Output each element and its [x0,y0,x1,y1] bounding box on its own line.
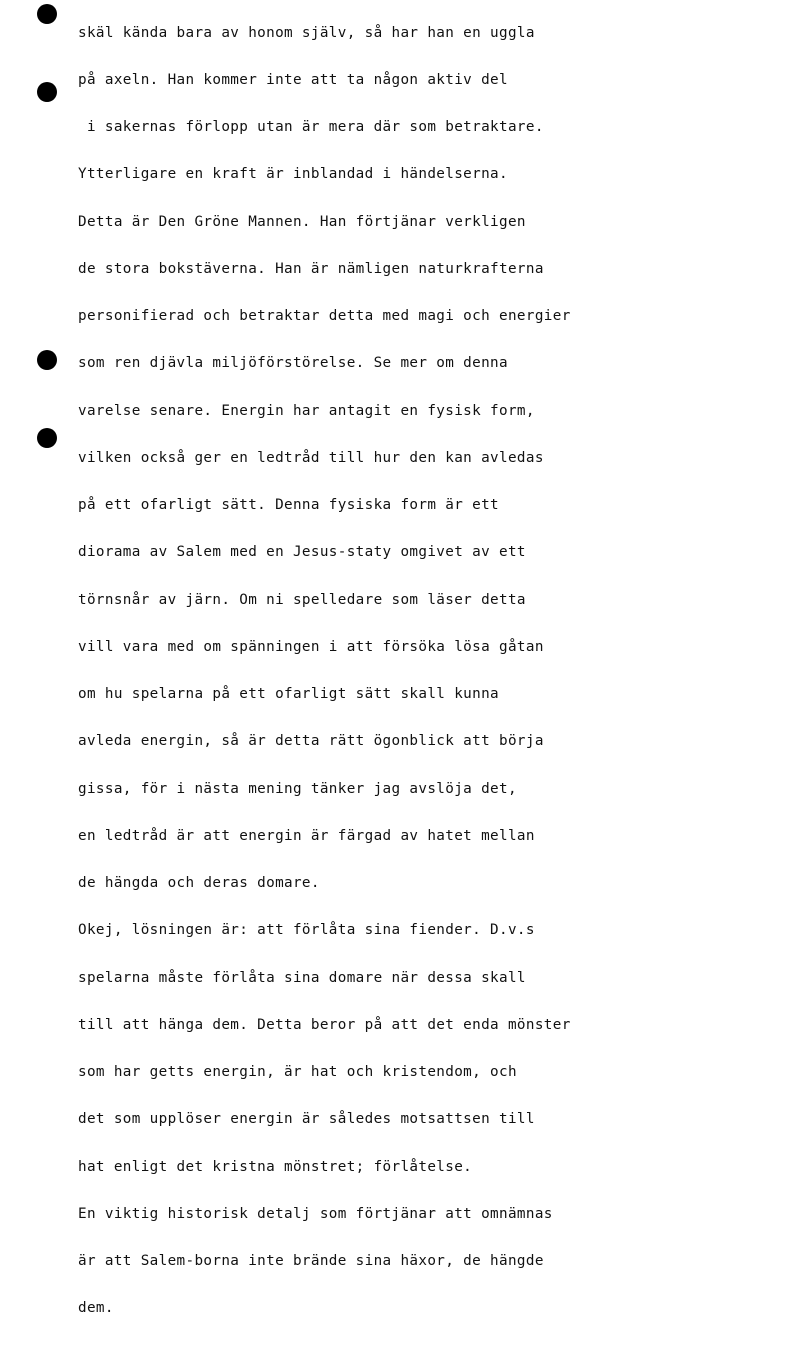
text-line-15: om hu spelarna på ett ofarligt sätt skall kunna [78,686,499,702]
text-line-10: vilken också ger en ledtråd till hur den kan avledas [78,449,544,466]
text-line-6: de stora bokstäverna. Han är nämligen naturkrafterna [78,260,544,277]
text-line-1: skäl kända bara av honom själv, så har han en uggla [78,24,535,41]
text-line-7: personifierad och betraktar detta med magi och energier [78,308,571,324]
text-line-21: spelarna måste förlåta sina domare när dessa skall [78,969,526,986]
text-line-3: i sakernas förlopp utan är mera där som betraktare. [78,119,544,135]
text-line-19: de hängda och deras domare. [78,875,320,891]
typewritten-text [78,0,571,1349]
text-line-17: gissa, för i nästa mening tänker jag avslöja det, [78,780,517,797]
text-line-8: som ren djävla miljöförstörelse. Se mer om denna [78,355,508,372]
punch-hole-1 [37,4,57,24]
text-line-2: på axeln. Han kommer inte att ta någon aktiv del [78,71,508,88]
text-line-16: avleda energin, så är detta rätt ögonblick att börja [78,733,544,750]
punch-hole-3 [37,350,57,370]
punch-hole-4 [37,428,57,448]
text-line-22: till att hänga dem. Detta beror på att det enda mönster [78,1016,571,1033]
text-line-13: törnsnår av järn. Om ni spelledare som läser detta [78,591,526,608]
text-line-14: vill vara med om spänningen i att försöka lösa gåtan [78,638,544,655]
text-line-23: som har getts energin, är hat och kristendom, och [78,1064,517,1080]
text-line-27: är att Salem-borna inte brände sina häxor, de hängde [78,1253,544,1269]
text-line-28: dem. [78,1300,114,1317]
text-line-24: det som upplöser energin är således motsattsen till [78,1111,535,1128]
text-line-26: En viktig historisk detalj som förtjänar att omnämnas [78,1205,553,1222]
text-line-4: Ytterligare en kraft är inblandad i händelserna. [78,166,508,183]
text-line-18: en ledtråd är att energin är färgad av hatet mellan [78,827,535,844]
text-line-5: Detta är Den Gröne Mannen. Han förtjänar verkligen [78,213,526,230]
text-line-11: på ett ofarligt sätt. Denna fysiska form är ett [78,497,499,513]
text-line-9: varelse senare. Energin har antagit en fysisk form, [78,402,535,419]
punch-hole-2 [37,82,57,102]
text-line-20: Okej, lösningen är: att förlåta sina fiender. D.v.s [78,922,535,939]
text-line-12: diorama av Salem med en Jesus-staty omgivet av ett [78,544,526,561]
text-line-25: hat enligt det kristna mönstret; förlåtelse. [78,1158,473,1175]
